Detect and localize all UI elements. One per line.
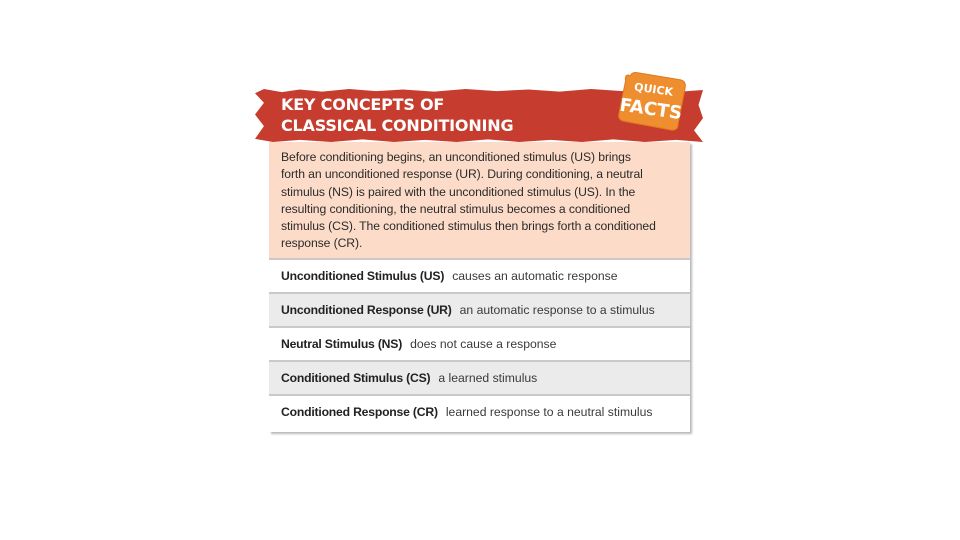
card-title-line-2: CLASSICAL CONDITIONING bbox=[281, 116, 514, 135]
concept-definition: causes an automatic response bbox=[452, 269, 618, 283]
facts-panel bbox=[269, 142, 690, 432]
badge-label-facts: FACTS bbox=[618, 94, 684, 125]
card-title-line-1: KEY CONCEPTS OF bbox=[281, 95, 445, 114]
intro-line: stimulus (CS). The conditioned stimulus then brings forth a conditioned bbox=[281, 219, 656, 234]
concept-definition: a learned stimulus bbox=[438, 371, 538, 385]
concept-row bbox=[269, 394, 690, 428]
intro-paragraph bbox=[269, 142, 690, 258]
concept-definition: does not cause a response bbox=[410, 337, 557, 351]
concept-list bbox=[269, 258, 690, 428]
concept-row bbox=[269, 326, 690, 360]
badge-label-quick: QUICK bbox=[633, 80, 674, 99]
intro-line: resulting conditioning, the neutral stimulus becomes a conditioned bbox=[281, 201, 631, 216]
intro-line: stimulus (NS) is paired with the unconditioned stimulus (US). In the bbox=[281, 184, 636, 199]
card-title bbox=[281, 94, 581, 136]
concept-term: Conditioned Stimulus (CS) bbox=[281, 371, 431, 385]
concept-definition: an automatic response to a stimulus bbox=[459, 303, 655, 317]
intro-line: Before conditioning begins, an unconditioned stimulus (US) brings bbox=[281, 150, 631, 164]
quick-facts-badge-shape bbox=[615, 69, 688, 134]
quick-facts-card bbox=[255, 73, 705, 435]
intro-line: forth an unconditioned response (UR). During conditioning, a neutral bbox=[281, 167, 643, 182]
intro-line: response (CR). bbox=[281, 236, 363, 251]
concept-row bbox=[269, 360, 690, 394]
concept-term: Unconditioned Response (UR) bbox=[281, 303, 452, 317]
concept-row bbox=[269, 258, 690, 292]
concept-term: Neutral Stimulus (NS) bbox=[281, 337, 403, 351]
concept-definition: learned response to a neutral stimulus bbox=[445, 405, 653, 419]
concept-term: Conditioned Response (CR) bbox=[281, 405, 438, 419]
concept-row bbox=[269, 292, 690, 326]
concept-term: Unconditioned Stimulus (US) bbox=[281, 269, 445, 283]
quick-facts-badge bbox=[615, 69, 688, 134]
